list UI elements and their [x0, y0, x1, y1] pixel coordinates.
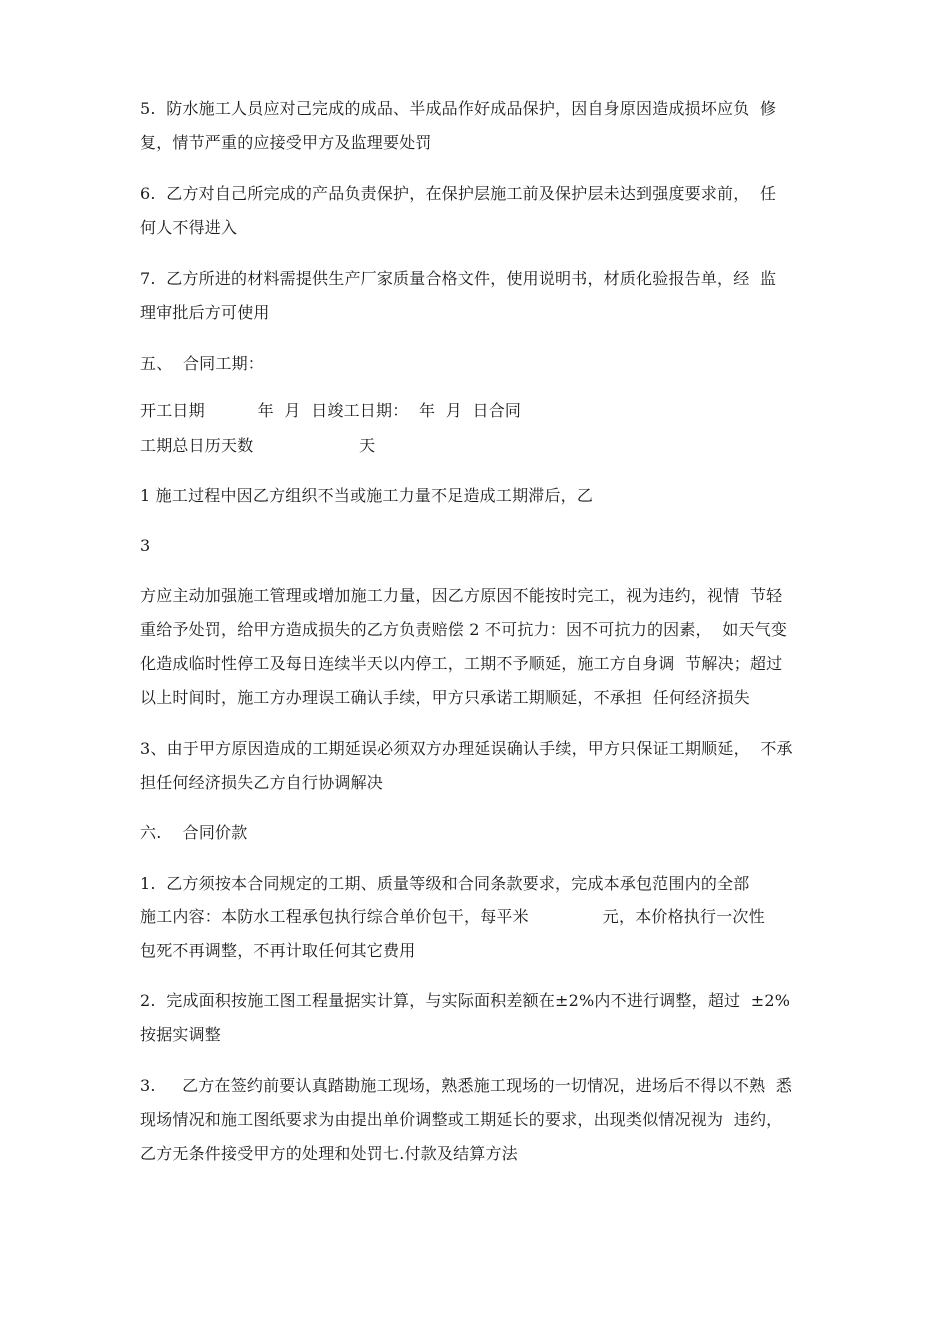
text-line: 按据实调整: [140, 1025, 222, 1044]
text-line: 工期总日历天数 天: [140, 436, 376, 455]
text-line: 化造成临时性停工及每日连续半天以内停工，工期不予顺延，施工方自身调 节解决；超过: [140, 654, 783, 673]
text-line: 理审批后方可使用: [140, 303, 270, 322]
text-line: 何人不得进入: [140, 218, 238, 237]
text-line: 包死不再调整，不再计取任何其它费用: [140, 941, 416, 960]
page-number: 3: [140, 536, 151, 555]
text-line: 现场情况和施工图纸要求为由提出单价调整或工期延长的要求，出现类似情况视为 违约，: [140, 1110, 783, 1129]
text-line: 担任何经济损失乙方自行协调解决: [140, 773, 384, 792]
text-line: 2. 完成面积按施工图工程量据实计算，与实际面积差额在±2%内不进行调整，超过 ±2%: [140, 991, 791, 1010]
text-line: 开工日期 年 月 日竣工日期： 年 月 日合同: [140, 401, 522, 420]
text-line: 3. 乙方在签约前要认真踏勘施工现场，熟悉施工现场的一切情况，进场后不得以不熟 悉: [140, 1076, 793, 1095]
text-line: 5. 防水施工人员应对己完成的成品、半成品作好成品保护，因自身原因造成损坏应负 修: [140, 99, 777, 118]
text-line: 以上时间时，施工方办理误工确认手续，甲方只承诺工期顺延，不承担 任何经济损失: [140, 688, 750, 707]
text-line: 重给予处罚，给甲方造成损失的乙方负责赔偿 2 不可抗力：因不可抗力的因素， 如天气变: [140, 620, 788, 639]
text-line: 3、由于甲方原因造成的工期延误必须双方办理延误确认手续，甲方只保证工期顺延， 不承: [140, 739, 793, 758]
text-line: 1. 乙方须按本合同规定的工期、质量等级和合同条款要求，完成本承包范围内的全部: [140, 874, 750, 893]
text-line: 复，情节严重的应接受甲方及监理要处罚: [140, 133, 432, 152]
text-line: 7. 乙方所进的材料需提供生产厂家质量合格文件，使用说明书，材质化验报告单，经 监: [140, 269, 777, 288]
text-line: 施工内容：本防水工程承包执行综合单价包干，每平米 元，本价格执行一次性: [140, 907, 765, 926]
section-heading: 五、 合同工期：: [140, 354, 264, 373]
text-line: 6. 乙方对自己所完成的产品负责保护，在保护层施工前及保护层未达到强度要求前， 任: [140, 184, 777, 203]
text-line: 1 施工过程中因乙方组织不当或施工力量不足造成工期滞后，乙: [140, 486, 594, 505]
text-line: 方应主动加强施工管理或增加施工力量，因乙方原因不能按时完工，视为违约，视情 节轻: [140, 586, 783, 605]
section-heading: 六. 合同价款: [140, 823, 248, 842]
text-line: 乙方无条件接受甲方的处理和处罚七.付款及结算方法: [140, 1144, 518, 1163]
